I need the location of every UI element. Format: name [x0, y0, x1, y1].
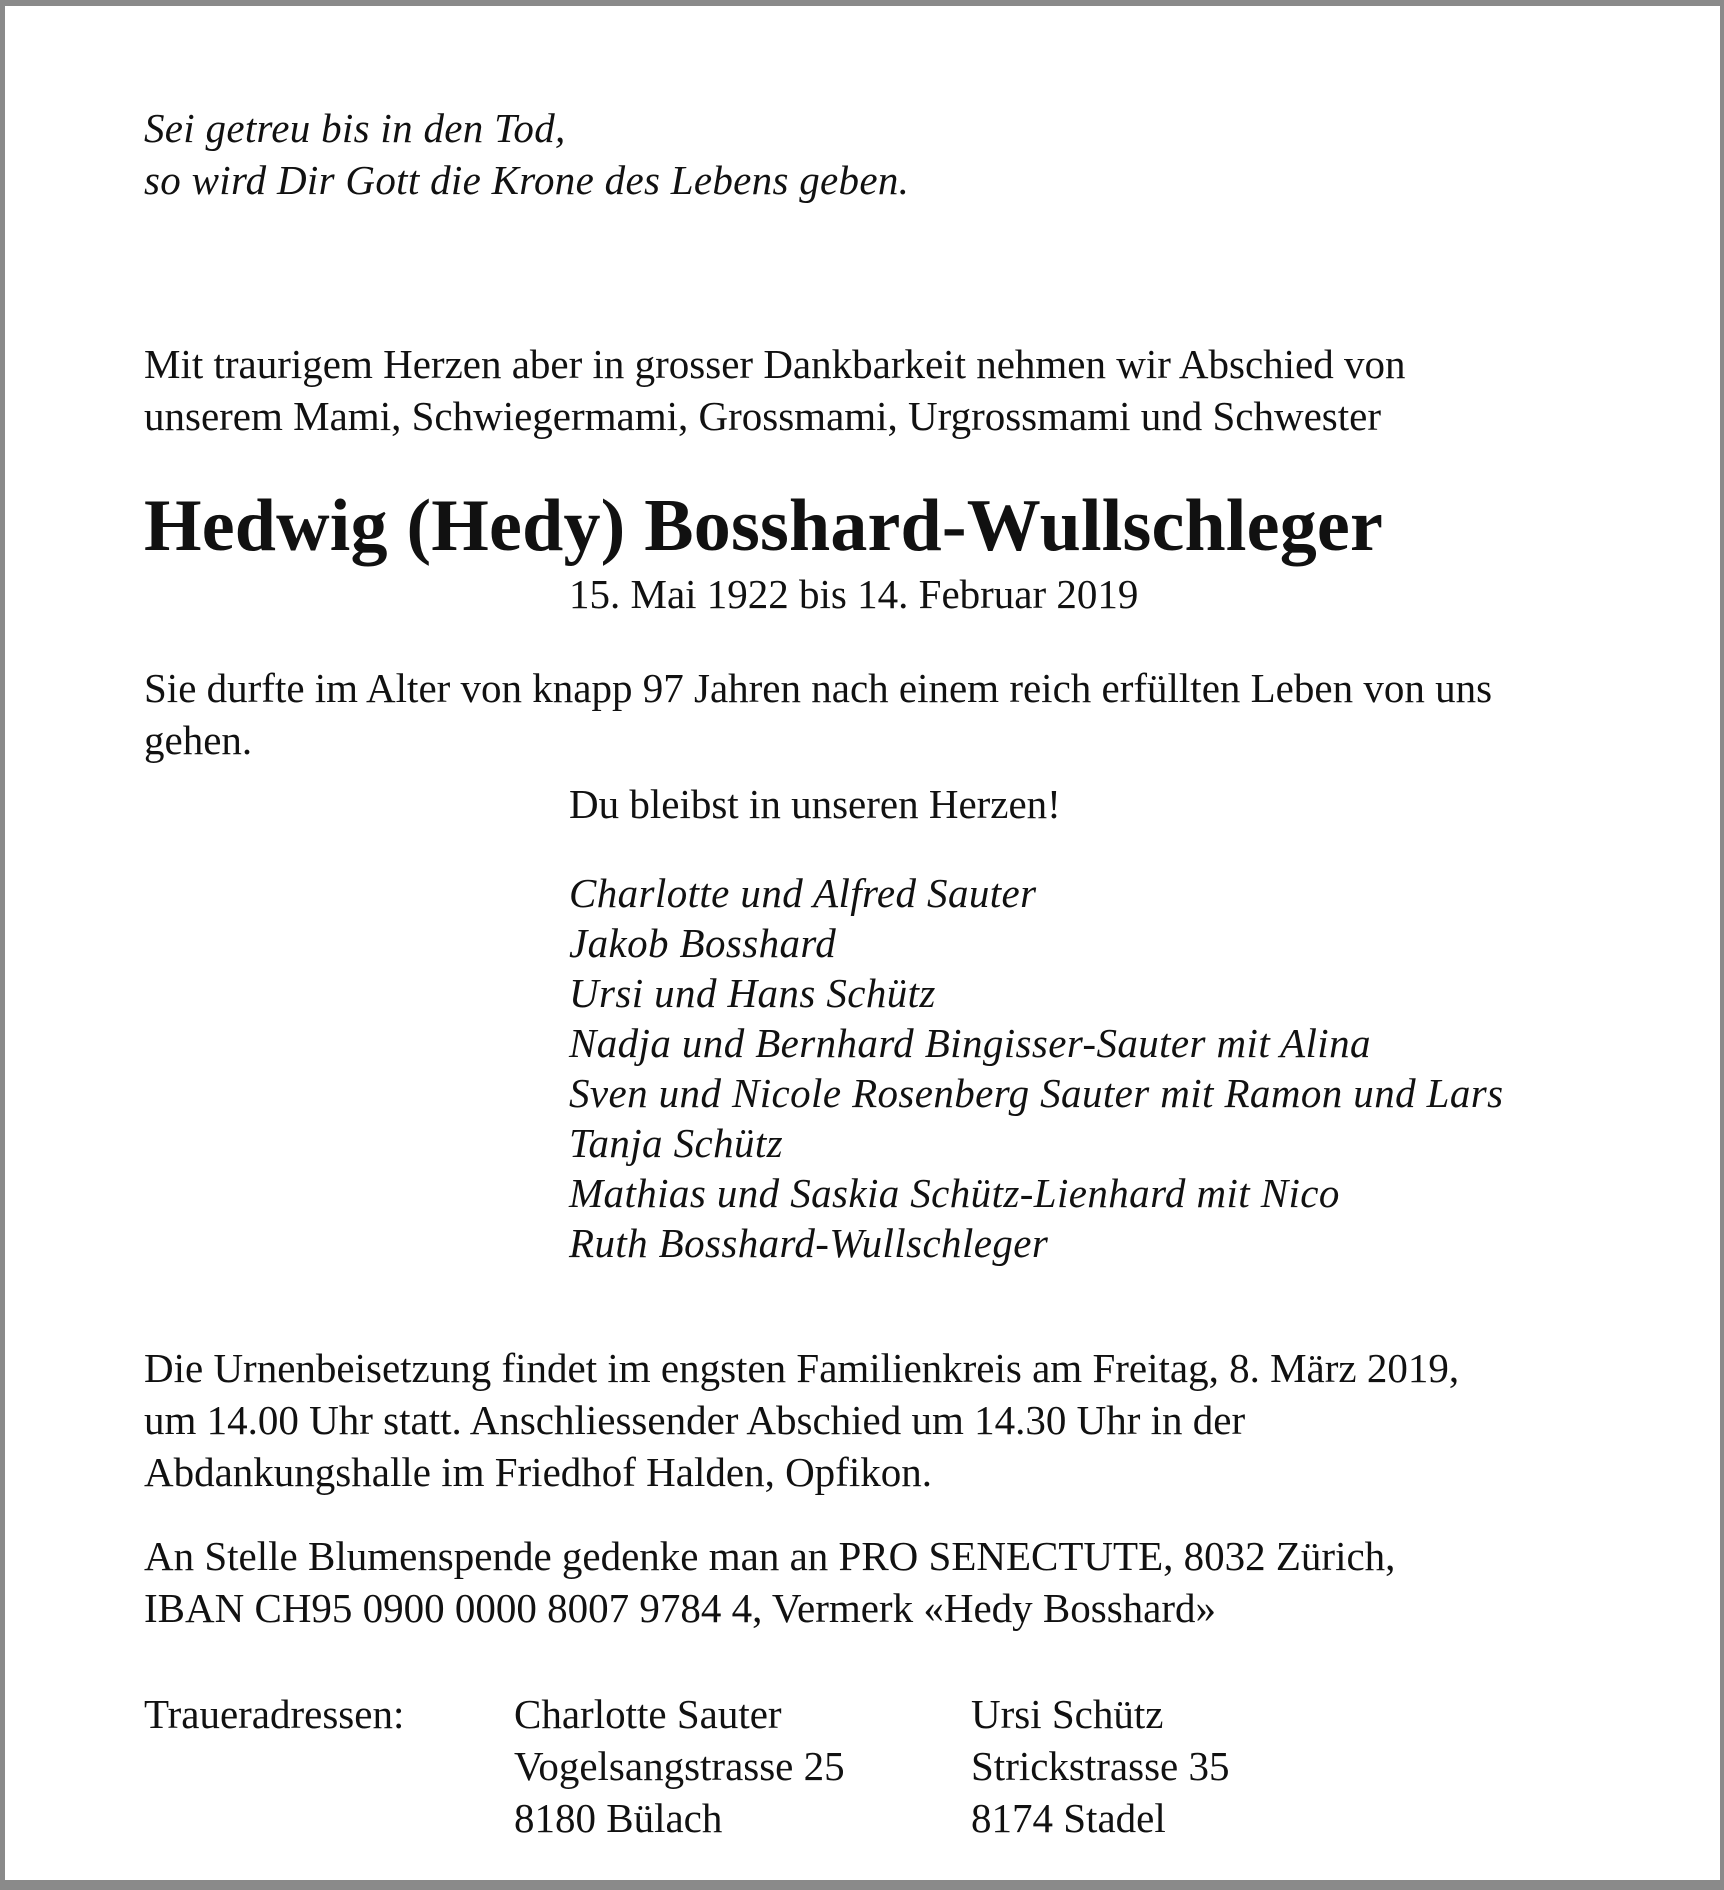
passing-line-2: gehen.	[144, 717, 253, 763]
mourner-entry: Sven und Nicole Rosenberg Sauter mit Ramon und Lars	[569, 1070, 1504, 1116]
life-dates: 15. Mai 1922 bis 14. Februar 2019	[569, 571, 1139, 617]
address-name: Charlotte Sauter	[514, 1691, 782, 1737]
passing-line-1: Sie durfte im Alter von knapp 97 Jahren nach einem reich erfüllten Leben von uns	[144, 665, 1493, 711]
bible-verse-line-2: so wird Dir Gott die Krone des Lebens geben.	[144, 157, 910, 203]
address-street: Strickstrasse 35	[971, 1743, 1230, 1789]
farewell-text: Du bleibst in unseren Herzen!	[569, 781, 1061, 827]
intro-line-2: unserem Mami, Schwiegermami, Grossmami, Urgrossmami und Schwester	[144, 393, 1382, 439]
passing-text	[144, 662, 1619, 766]
burial-announcement	[144, 1342, 1624, 1498]
address-city: 8180 Bülach	[514, 1795, 723, 1841]
notice-content	[144, 102, 1604, 1844]
donation-note	[144, 1530, 1604, 1634]
donation-line-2: IBAN CH95 0900 0000 8007 9784 4, Vermerk «Hedy Bosshard»	[144, 1585, 1217, 1631]
mourner-entry: Tanja Schütz	[569, 1120, 784, 1166]
mourner-entry: Charlotte und Alfred Sauter	[569, 870, 1037, 916]
mourner-entry: Jakob Bosshard	[569, 920, 837, 966]
mourner-entry: Ursi und Hans Schütz	[569, 970, 936, 1016]
mourner-entry: Nadja und Bernhard Bingisser-Sauter mit Alina	[569, 1020, 1371, 1066]
mourner-entry: Ruth Bosshard-Wullschleger	[569, 1220, 1049, 1266]
intro-line-1: Mit traurigem Herzen aber in grosser Dankbarkeit nehmen wir Abschied von	[144, 341, 1406, 387]
bible-verse-line-1: Sei getreu bis in den Tod,	[144, 105, 566, 151]
mourners-list	[144, 868, 1604, 1268]
deceased-name: Hedwig (Hedy) Bosshard-Wullschleger	[144, 485, 1383, 567]
bible-verse	[144, 102, 1604, 206]
address-name: Ursi Schütz	[971, 1691, 1164, 1737]
burial-line-1: Die Urnenbeisetzung findet im engsten Familienkreis am Freitag, 8. März 2019,	[144, 1345, 1460, 1391]
address-block-1	[514, 1688, 971, 1844]
intro-text	[144, 338, 1604, 442]
mourner-entry: Mathias und Saskia Schütz-Lienhard mit Nico	[569, 1170, 1340, 1216]
mourning-addresses	[144, 1688, 1604, 1844]
burial-line-3: Abdankungshalle im Friedhof Halden, Opfikon.	[144, 1449, 932, 1495]
addresses-label: Traueradressen:	[144, 1691, 405, 1737]
address-street: Vogelsangstrasse 25	[514, 1743, 845, 1789]
address-block-2	[971, 1688, 1371, 1844]
address-city: 8174 Stadel	[971, 1795, 1166, 1841]
donation-line-1: An Stelle Blumenspende gedenke man an PRO SENECTUTE, 8032 Zürich,	[144, 1533, 1396, 1579]
burial-line-2: um 14.00 Uhr statt. Anschliessender Abschied um 14.30 Uhr in der	[144, 1397, 1246, 1443]
